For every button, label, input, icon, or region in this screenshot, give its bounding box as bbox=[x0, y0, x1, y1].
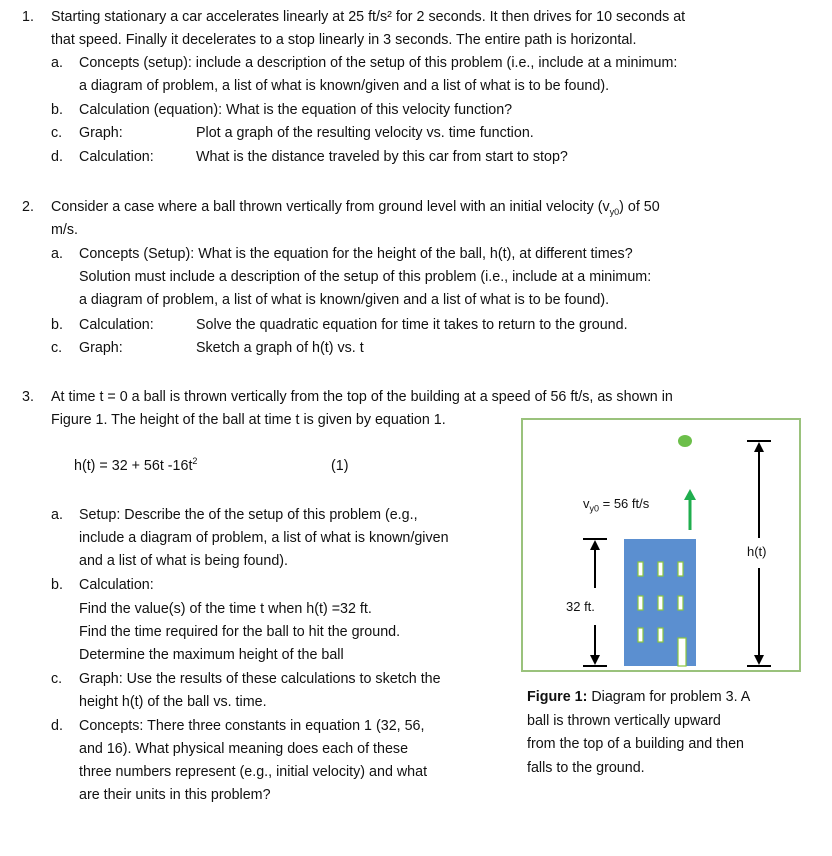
building-door bbox=[678, 638, 686, 666]
item-text: Calculation (equation): What is the equation of this velocity function? bbox=[79, 102, 513, 118]
ball bbox=[678, 435, 692, 447]
text: v bbox=[583, 496, 590, 511]
item-text: Plot a graph of the resulting velocity vs. time function. bbox=[196, 125, 534, 141]
caption-text: from the top of a building and then bbox=[527, 736, 744, 752]
item-letter: c. bbox=[51, 340, 63, 356]
question-text: that speed. Finally it decelerates to a stop linearly in 3 seconds. The entire path is horizontal. bbox=[51, 32, 637, 48]
figure-caption bbox=[527, 686, 750, 780]
text: ) of 50 bbox=[619, 199, 660, 215]
item-letter: c. bbox=[51, 125, 63, 141]
caption-label: Figure 1: bbox=[527, 689, 588, 705]
item-text: Find the value(s) of the time t when h(t) =32 ft. bbox=[79, 601, 372, 617]
item-label: Graph: bbox=[79, 340, 123, 356]
exponent: 2 bbox=[192, 456, 198, 467]
question-text: At time t = 0 a ball is thrown vertically from the top of the building at a speed of 56 ft/s, as shown in bbox=[51, 389, 673, 405]
item-text: Find the time required for the ball to hit the ground. bbox=[79, 624, 401, 640]
item-letter: a. bbox=[51, 507, 63, 523]
caption-text: ball is thrown vertically upward bbox=[527, 712, 721, 729]
item-label: Calculation: bbox=[79, 317, 154, 333]
equation-number: (1) bbox=[331, 458, 349, 474]
item-text: three numbers represent (e.g., initial velocity) and what bbox=[79, 764, 428, 780]
question-text: Starting stationary a car accelerates linearly at 25 ft/s² for 2 seconds. It then drives for 10 seconds at bbox=[51, 9, 686, 25]
item-letter: c. bbox=[51, 671, 63, 687]
item-text: What is the distance traveled by this car from start to stop? bbox=[196, 149, 568, 165]
item-text: are their units in this problem? bbox=[79, 787, 271, 803]
question-text bbox=[51, 196, 660, 220]
item-letter: a. bbox=[51, 55, 63, 71]
velocity-label bbox=[583, 496, 649, 512]
question-number: 2. bbox=[22, 199, 34, 215]
subscript: y0 bbox=[609, 206, 620, 217]
text: = 56 ft/s bbox=[599, 496, 650, 511]
height-label: h(t) bbox=[747, 544, 767, 559]
item-text: Concepts: There three constants in equation 1 (32, 56, bbox=[79, 718, 425, 734]
building-height-label: 32 ft. bbox=[566, 599, 595, 614]
question-text: m/s. bbox=[51, 222, 79, 238]
velocity-arrow bbox=[684, 489, 696, 530]
caption-text: falls to the ground. bbox=[527, 759, 645, 776]
figure-1-diagram bbox=[521, 418, 801, 672]
question-number: 1. bbox=[22, 9, 34, 25]
caption-text: Diagram for problem 3. A bbox=[587, 689, 751, 705]
item-text: Determine the maximum height of the ball bbox=[79, 647, 344, 663]
item-text: and a list of what is being found). bbox=[79, 553, 289, 569]
item-label: Calculation: bbox=[79, 149, 154, 165]
text: h(t) = 32 + 56t -16t bbox=[74, 458, 193, 474]
question-number: 3. bbox=[22, 389, 34, 405]
item-text: height h(t) of the ball vs. time. bbox=[79, 694, 267, 710]
item-text: and 16). What physical meaning does each of these bbox=[79, 741, 409, 757]
item-letter: b. bbox=[51, 577, 63, 593]
equation bbox=[74, 455, 197, 479]
subscript: y0 bbox=[589, 503, 600, 514]
item-letter: d. bbox=[51, 718, 63, 734]
item-text: Calculation: bbox=[79, 577, 154, 593]
item-text: a diagram of problem, a list of what is known/given and a list of what is to be found). bbox=[79, 78, 610, 94]
item-text: Solution must include a description of the setup of this problem (i.e., include at a minimum: bbox=[79, 269, 652, 285]
text: Consider a case where a ball thrown vertically from ground level with an initial velocity (v bbox=[51, 199, 610, 215]
item-letter: d. bbox=[51, 149, 63, 165]
item-text: Graph: Use the results of these calculations to sketch the bbox=[79, 671, 441, 687]
item-text: Sketch a graph of h(t) vs. t bbox=[196, 340, 364, 356]
item-letter: b. bbox=[51, 102, 63, 118]
item-text: include a diagram of problem, a list of what is known/given bbox=[79, 530, 449, 546]
item-text: Concepts (setup): include a description of the setup of this problem (i.e., include at a minimum: bbox=[79, 55, 678, 71]
item-letter: a. bbox=[51, 246, 63, 262]
item-text: Solve the quadratic equation for time it takes to return to the ground. bbox=[196, 317, 628, 333]
item-text: Setup: Describe the of the setup of this problem (e.g., bbox=[79, 507, 418, 523]
item-letter: b. bbox=[51, 317, 63, 333]
question-text: Figure 1. The height of the ball at time t is given by equation 1. bbox=[51, 412, 446, 428]
item-text: Concepts (Setup): What is the equation for the height of the ball, h(t), at different times? bbox=[79, 246, 633, 262]
item-text: a diagram of problem, a list of what is known/given and a list of what is to be found). bbox=[79, 292, 610, 308]
item-label: Graph: bbox=[79, 125, 123, 141]
